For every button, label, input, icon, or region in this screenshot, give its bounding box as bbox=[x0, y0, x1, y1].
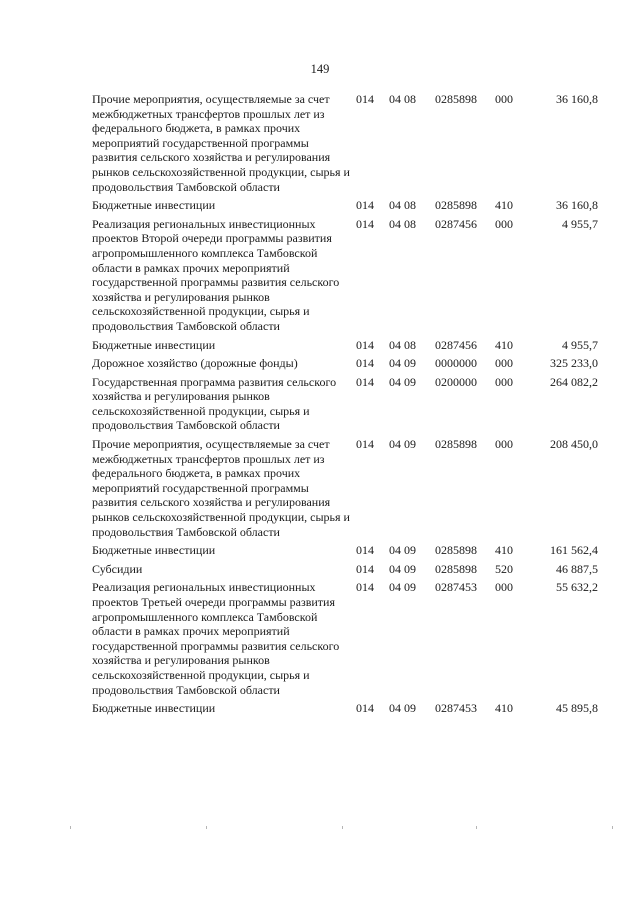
row-section-code: 04 08 bbox=[389, 92, 416, 106]
budget-table bbox=[92, 92, 598, 720]
row-target-code: 0285898 bbox=[435, 561, 477, 576]
table-row bbox=[92, 580, 598, 701]
row-amount: 55 632,2 bbox=[556, 580, 598, 595]
row-section-code: 04 08 bbox=[389, 337, 416, 352]
row-amount: 36 160,8 bbox=[556, 92, 598, 106]
row-target-code: 0285898 bbox=[435, 198, 477, 213]
table-row bbox=[92, 701, 598, 720]
row-name: Бюджетные инвестиции bbox=[92, 198, 216, 213]
row-section-code: 04 09 bbox=[389, 437, 416, 452]
row-target-code: 0287453 bbox=[435, 580, 477, 595]
budget-table-body bbox=[92, 92, 598, 720]
scan-mark bbox=[476, 826, 477, 829]
row-amount: 161 562,4 bbox=[550, 543, 598, 558]
row-section-code: 04 09 bbox=[389, 356, 416, 371]
row-ministry-code: 014 bbox=[356, 337, 374, 352]
table-row bbox=[92, 356, 598, 375]
row-name: Реализация региональных инвестиционных проектов Третьей очереди программы развития агропромышленного комплекса Тамбовской области в рамках прочих мероприятий государственной программы развития сельского хозяйства и регулирования рынков сельскохозяйственной продукции, сырья и продовольствия Тамбовской области bbox=[92, 580, 340, 697]
row-amount: 325 233,0 bbox=[550, 356, 598, 371]
row-section-code: 04 09 bbox=[389, 561, 416, 576]
row-expense-kind: 000 bbox=[495, 374, 513, 389]
row-amount: 4 955,7 bbox=[562, 337, 598, 352]
row-target-code: 0287453 bbox=[435, 701, 477, 716]
row-section-code: 04 09 bbox=[389, 701, 416, 716]
row-target-code: 0285898 bbox=[435, 92, 477, 106]
row-amount: 45 895,8 bbox=[556, 701, 598, 716]
row-ministry-code: 014 bbox=[356, 437, 374, 452]
row-name: Реализация региональных инвестиционных проектов Второй очереди программы развития агропромышленного комплекса Тамбовской области в рамках прочих мероприятий государственной программы развития сельского хозяйства и регулирования рынков сельскохозяйственной продукции, сырья и продовольствия Тамбовской области bbox=[92, 216, 340, 333]
row-ministry-code: 014 bbox=[356, 580, 374, 595]
row-name: Бюджетные инвестиции bbox=[92, 337, 216, 352]
row-ministry-code: 014 bbox=[356, 198, 374, 213]
row-target-code: 0285898 bbox=[435, 543, 477, 558]
row-name: Дорожное хозяйство (дорожные фонды) bbox=[92, 356, 298, 371]
row-expense-kind: 000 bbox=[495, 356, 513, 371]
row-amount: 4 955,7 bbox=[562, 216, 598, 231]
row-expense-kind: 410 bbox=[495, 543, 513, 558]
row-target-code: 0287456 bbox=[435, 216, 477, 231]
table-row bbox=[92, 437, 598, 543]
row-expense-kind: 000 bbox=[495, 437, 513, 452]
table-row bbox=[92, 562, 598, 581]
row-ministry-code: 014 bbox=[356, 543, 374, 558]
row-amount: 208 450,0 bbox=[550, 437, 598, 452]
row-target-code: 0287456 bbox=[435, 337, 477, 352]
row-section-code: 04 09 bbox=[389, 580, 416, 595]
row-name: Прочие мероприятия, осуществляемые за счет межбюджетных трансфертов прошлых лет из федерального бюджета, в рамках прочих мероприятий государственной программы развития сельского хозяйства и регулирования рынков сельскохозяйственной продукции, сырья и продовольствия Тамбовской области bbox=[92, 437, 350, 539]
table-row bbox=[92, 375, 598, 437]
scan-mark bbox=[342, 826, 343, 829]
row-expense-kind: 000 bbox=[495, 216, 513, 231]
row-ministry-code: 014 bbox=[356, 701, 374, 716]
row-ministry-code: 014 bbox=[356, 216, 374, 231]
row-amount: 264 082,2 bbox=[550, 374, 598, 389]
row-expense-kind: 000 bbox=[495, 580, 513, 595]
table-row bbox=[92, 198, 598, 217]
row-expense-kind: 520 bbox=[495, 561, 513, 576]
row-amount: 46 887,5 bbox=[556, 561, 598, 576]
row-section-code: 04 09 bbox=[389, 374, 416, 389]
table-row bbox=[92, 543, 598, 562]
row-name: Бюджетные инвестиции bbox=[92, 543, 216, 558]
row-ministry-code: 014 bbox=[356, 356, 374, 371]
row-target-code: 0000000 bbox=[435, 356, 477, 371]
row-ministry-code: 014 bbox=[356, 374, 374, 389]
table-row bbox=[92, 338, 598, 357]
row-ministry-code: 014 bbox=[356, 561, 374, 576]
row-section-code: 04 09 bbox=[389, 543, 416, 558]
row-expense-kind: 410 bbox=[495, 337, 513, 352]
row-target-code: 0285898 bbox=[435, 437, 477, 452]
row-name: Прочие мероприятия, осуществляемые за счет межбюджетных трансфертов прошлых лет из федерального бюджета, в рамках прочих мероприятий государственной программы развития сельского хозяйства и регулирования рынков сельскохозяйственной продукции, сырья и продовольствия Тамбовской области bbox=[92, 92, 350, 194]
scan-mark bbox=[206, 826, 207, 829]
row-target-code: 0200000 bbox=[435, 374, 477, 389]
row-name: Государственная программа развития сельского хозяйства и регулирования рынков сельскохозяйственной продукции, сырья и продовольствия Тамбовской области bbox=[92, 374, 337, 433]
page-number: 149 bbox=[310, 62, 330, 76]
scan-mark bbox=[70, 826, 71, 829]
row-name: Субсидии bbox=[92, 561, 143, 576]
row-ministry-code: 014 bbox=[356, 92, 374, 106]
row-section-code: 04 08 bbox=[389, 216, 416, 231]
table-row bbox=[92, 217, 598, 338]
row-expense-kind: 410 bbox=[495, 198, 513, 213]
row-section-code: 04 08 bbox=[389, 198, 416, 213]
row-expense-kind: 000 bbox=[495, 92, 513, 106]
scan-mark bbox=[612, 826, 613, 829]
table-row bbox=[92, 92, 598, 198]
row-expense-kind: 410 bbox=[495, 701, 513, 716]
row-name: Бюджетные инвестиции bbox=[92, 701, 216, 716]
row-amount: 36 160,8 bbox=[556, 198, 598, 213]
